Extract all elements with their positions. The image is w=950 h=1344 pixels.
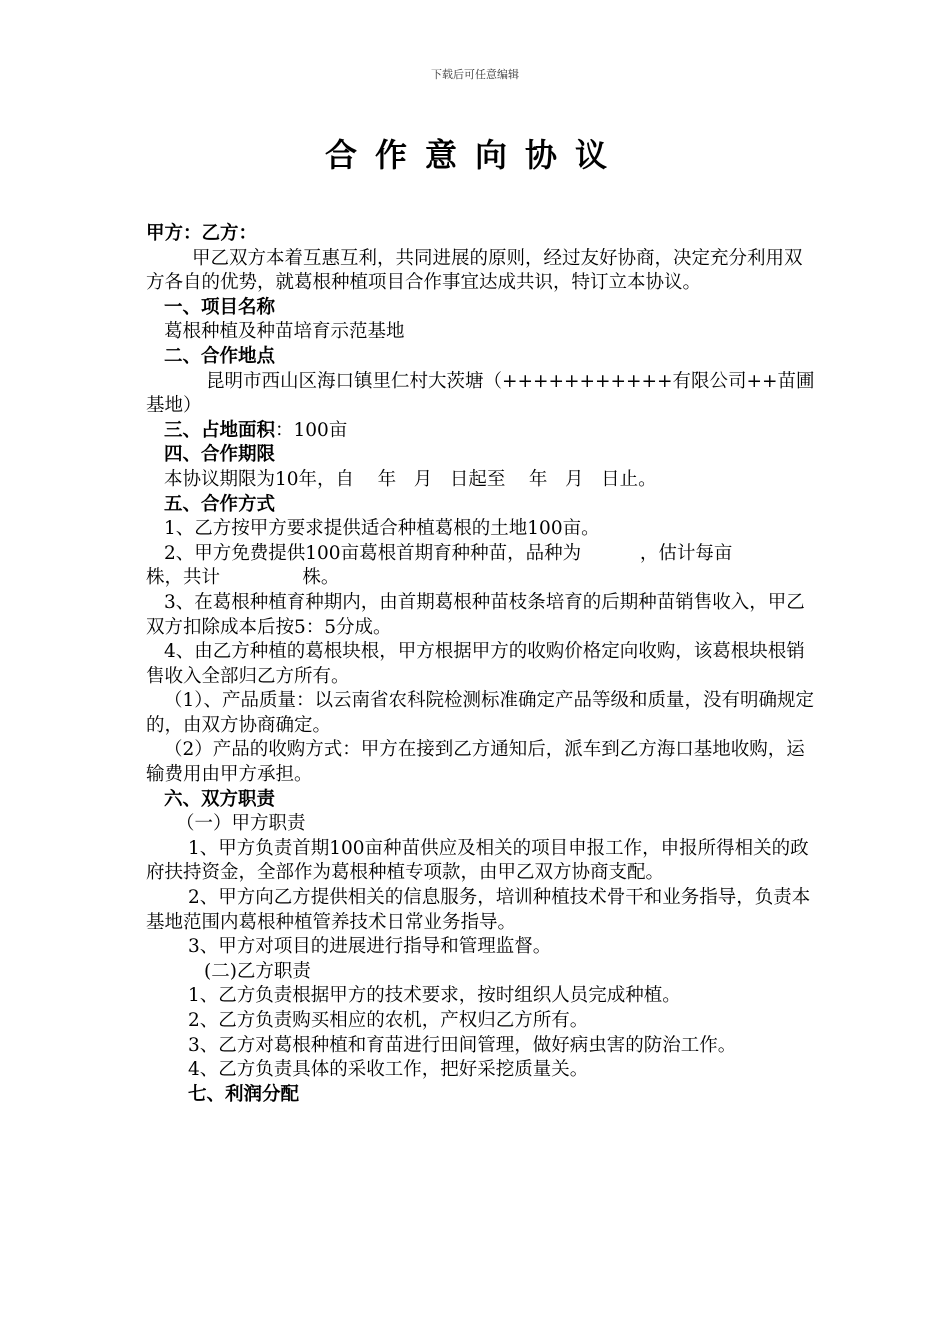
section-3-heading: 三、占地面积 [164,419,276,441]
party-a-item: 3、甲方对项目的进展进行指导和管理监督。 [188,936,552,958]
header-note: 下载后可任意编辑 [431,68,519,81]
party-a-item: 1、甲方负责首期100亩种苗供应及相关的项目申报工作，申报所得相关的政府扶持资金，全部作为葛根种植专项款，由甲乙双方协商支配。 [146,837,809,884]
party-b-item: 4、乙方负责具体的采收工作，把好采挖质量关。 [188,1059,589,1081]
section-1-heading: 一、项目名称 [164,296,276,318]
section-2-text: 昆明市西山区海口镇里仁村大茨塘（+++++++++++有限公司++苗圃基地） [146,370,815,417]
section-3-text: ：100亩 [275,419,348,441]
section-5-item: 3、在葛根种植育种期内，由首期葛根种苗枝条培育的后期种苗销售收入，甲乙双方扣除成本后按5：5分成。 [146,591,805,638]
party-a-heading: （一）甲方职责 [176,813,306,835]
parties-line: 甲方：乙方： [146,223,258,244]
section-5-item: （2）产品的收购方式：甲方在接到乙方通知后，派车到乙方海口基地收购，运输费用由甲方承担。 [146,739,805,786]
section-6-heading: 六、双方职责 [164,788,276,810]
section-4-text: 本协议期限为10年，自 年 月 日起至 年 月 日止。 [164,468,657,490]
section-5-item: 4、由乙方种植的葛根块根，甲方根据甲方的收购价格定向收购，该葛根块根销售收入全部归乙方所有。 [146,641,805,687]
section-5-item: （1）、产品质量：以云南省农科院检测标准确定产品等级和质量，没有明确规定的，由双方协商确定。 [146,690,815,736]
intro-paragraph: 甲乙双方本着互惠互利，共同进展的原则，经过友好协商，决定充分利用双方各自的优势，就葛根种植项目合作事宜达成共识，特订立本协议。 [146,247,803,294]
section-5-item: 2、甲方免费提供100亩葛根首期育种种苗，品种为 ，估计每亩 株，共计 株。 [146,542,792,589]
section-2-heading: 二、合作地点 [164,345,276,367]
party-b-item: 2、乙方负责购买相应的农机，产权归乙方所有。 [188,1010,589,1031]
party-b-item: 3、乙方对葛根种植和育苗进行田间管理，做好病虫害的防治工作。 [188,1034,737,1056]
section-4-heading: 四、合作期限 [164,444,276,466]
document-body [146,222,818,1107]
section-3-line [146,419,818,444]
document-title: 合作意向协议 [324,136,625,174]
party-a-item: 2、甲方向乙方提供相关的信息服务，培训种植技术骨干和业务指导，负责本基地范围内葛根种植管养技术日常业务指导。 [146,887,811,933]
section-5-item: 1、乙方按甲方要求提供适合种植葛根的土地100亩。 [164,518,600,540]
section-1-text: 葛根种植及种苗培育示范基地 [164,321,405,343]
section-7-heading: 七、利润分配 [188,1083,300,1105]
section-5-heading: 五、合作方式 [164,493,276,515]
party-b-heading: (二)乙方职责 [204,960,311,982]
party-b-item: 1、乙方负责根据甲方的技术要求，按时组织人员完成种植。 [188,985,681,1007]
